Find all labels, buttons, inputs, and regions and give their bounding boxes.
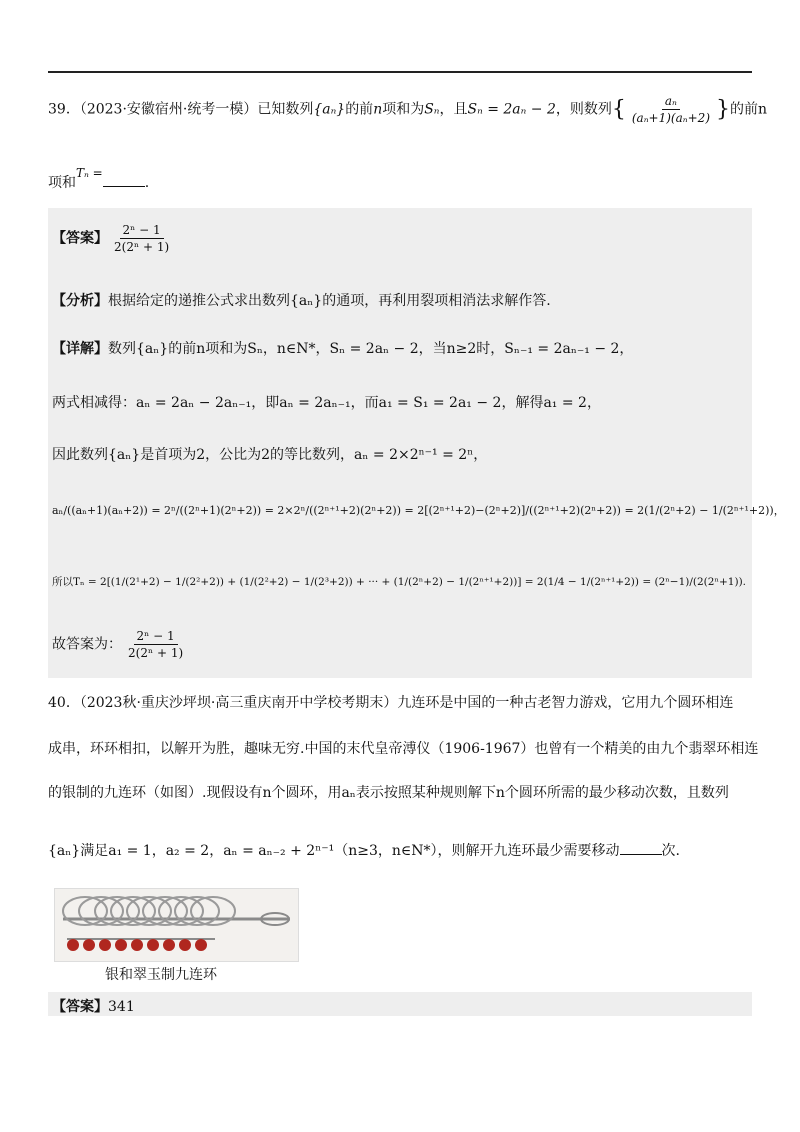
detail-line-5 [52, 574, 746, 589]
answer-39-line [52, 222, 175, 255]
detail-line-1 [52, 338, 633, 358]
analysis-tag: 【分析】 [52, 293, 108, 309]
final-answer-line [52, 628, 189, 661]
answer-box-39 [48, 208, 785, 678]
q40-line4 [48, 840, 680, 860]
q40-line3 [48, 782, 729, 802]
analysis-line [52, 290, 551, 310]
answer-box-40 [48, 992, 752, 1016]
final-fraction [125, 628, 186, 661]
bead [179, 939, 191, 951]
q40-text-4a: {aₙ}满足a₁ = 1，a₂ = 2，aₙ = aₙ₋₂ + 2ⁿ⁻¹（n≥3，n∈N*），则解开九连环最少需要移动 [48, 843, 620, 859]
target-fraction [629, 93, 713, 126]
q39-line2-prefix: 项和 [48, 175, 76, 191]
rings [63, 897, 235, 925]
q39-mid4: ，则数列 [555, 101, 612, 118]
detail-text-5: 所以Tₙ = 2[(1/(2¹+2) − 1/(2²+2)) + (1/(2²+2) − 1/(2³+2)) + ··· + (1/(2ⁿ+2) − 1/(2ⁿ⁺¹+2))] = 2(1/4 − 1/(2ⁿ⁺¹+2)) = (2ⁿ−1)/(2(2ⁿ+1)). [52, 576, 747, 588]
q40-text-3: 的银制的九连环（如图）.现假设有n个圆环，用aₙ表示按照某种规则解下n个圆环所需的最少移动次数，且数列 [48, 785, 729, 801]
analysis-text: 根据给定的递推公式求出数列{aₙ}的通项，再利用裂项相消法求解作答. [108, 293, 551, 309]
answer-39-num: 2ⁿ − 1 [120, 222, 164, 239]
answer-tag: 【答案】 [52, 230, 108, 247]
bead [67, 939, 79, 951]
answer-40-line [52, 996, 135, 1016]
q39-mid1: 的前 [345, 101, 374, 118]
q40-text-4b: 次. [661, 843, 680, 859]
sn-condition: Sₙ = 2aₙ − 2 [467, 101, 556, 118]
n-var: n [373, 101, 383, 118]
detail-line-3 [52, 444, 487, 464]
bead [147, 939, 159, 951]
q40-line1 [48, 692, 733, 712]
answer-40-tag: 【答案】 [52, 999, 108, 1015]
detail-line-2 [52, 392, 601, 412]
detail-text-3: 因此数列{aₙ}是首项为2，公比为2的等比数列，aₙ = 2×2ⁿ⁻¹ = 2ⁿ， [52, 447, 488, 463]
brace-left: { [611, 97, 626, 122]
beads [67, 939, 207, 951]
target-den: (aₙ+1)(aₙ+2) [631, 111, 710, 125]
bead [163, 939, 175, 951]
answer-39-den: 2(2ⁿ + 1) [114, 240, 170, 254]
q39-mid3: ，且 [439, 101, 468, 118]
bead [195, 939, 207, 951]
nine-rings-image [54, 888, 299, 962]
target-num: aₙ [662, 93, 680, 110]
q39-stem-line2 [48, 166, 149, 192]
answer-blank [103, 172, 145, 187]
detail-tag: 【详解】 [52, 341, 108, 357]
answer-40-value: 341 [108, 999, 135, 1015]
answer-39-fraction [111, 222, 172, 255]
top-rule [48, 71, 752, 73]
q40-text-2: 成串，环环相扣，以解开为胜，趣味无穷.中国的末代皇帝溥仪（1906-1967）也曾有一个精美的由九个翡翠环相连 [48, 741, 759, 757]
sn-var: Sₙ [424, 101, 440, 118]
detail-text-2: 两式相减得：aₙ = 2aₙ − 2aₙ₋₁，即aₙ = 2aₙ₋₁，而a₁ = S₁ = 2a₁ − 2，解得a₁ = 2， [52, 395, 601, 411]
q40-text-1: 40．（2023秋·重庆沙坪坝·高三重庆南开中学校考期末）九连环是中国的一种古老智力游戏，它用九个圆环相连 [48, 695, 734, 711]
image-caption: 银和翠玉制九连环 [105, 967, 217, 983]
seq-an: {aₙ} [313, 101, 346, 118]
detail-line-4 [52, 502, 785, 518]
brace-right: } [716, 97, 730, 122]
final-den: 2(2ⁿ + 1) [128, 646, 184, 660]
bead [83, 939, 95, 951]
nine-rings-drawing [55, 889, 298, 961]
bead [115, 939, 127, 951]
q39-prefix: 39．（2023·安徽宿州·统考一模）已知数列 [48, 101, 314, 118]
final-num: 2ⁿ − 1 [134, 628, 178, 645]
bead [99, 939, 111, 951]
detail-text-4: aₙ/((aₙ+1)(aₙ+2)) = 2ⁿ/((2ⁿ+1)(2ⁿ+2)) = 2×2ⁿ/((2ⁿ⁺¹+2)(2ⁿ+2)) = 2[(2ⁿ⁺¹+2)−(2ⁿ+2)]/((2ⁿ⁺¹+2)(2ⁿ+2)) = 2(1/(2ⁿ+2) − 1/(2ⁿ⁺¹+2))， [52, 504, 785, 517]
q39-stem-line1 [48, 93, 767, 126]
q40-line2 [48, 738, 758, 758]
tn-var: Tₙ = [76, 166, 103, 180]
q39-line2-suffix: . [144, 175, 150, 191]
bead [131, 939, 143, 951]
detail-text-1: 数列{aₙ}的前n项和为Sₙ，n∈N*，Sₙ = 2aₙ − 2，当n≥2时，Sₙ₋₁ = 2aₙ₋₁ − 2， [108, 341, 634, 357]
q39-suffix: 的前n [730, 101, 768, 118]
q40-blank [620, 840, 662, 855]
q39-mid2: 项和为 [382, 101, 425, 118]
final-prefix: 故答案为： [52, 636, 122, 653]
